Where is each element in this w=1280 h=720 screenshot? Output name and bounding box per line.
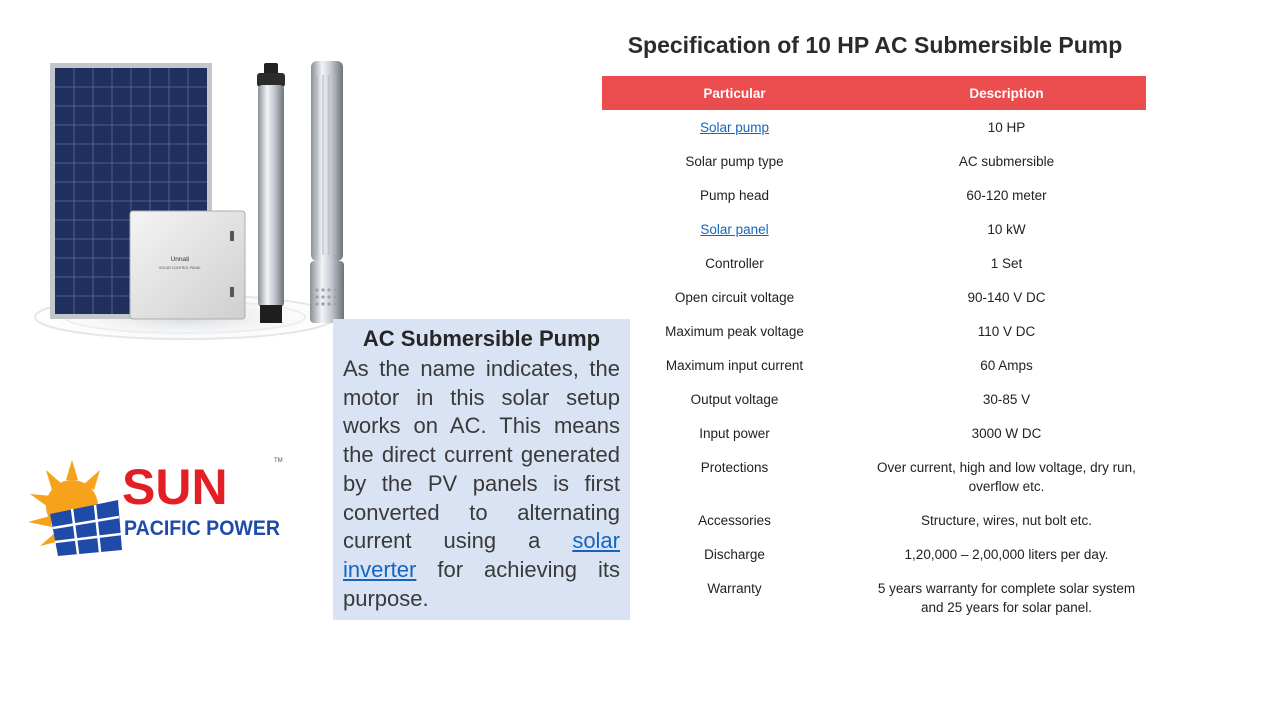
controller-brand-text: Unnati: [170, 256, 190, 263]
particular-cell: Controller: [705, 256, 764, 271]
logo-sun-text: SUN: [122, 459, 228, 515]
table-row: [602, 416, 1146, 450]
description-cell: AC submersible: [958, 154, 1055, 169]
table-row: [602, 280, 1146, 314]
particular-cell: Input power: [699, 426, 770, 441]
particular-cell: Pump head: [699, 188, 770, 203]
sun-pacific-power-logo: [22, 452, 292, 557]
table-row: [602, 503, 1146, 537]
particular-cell: Solar pump type: [685, 154, 784, 169]
table-row: [602, 450, 1146, 503]
particular-cell: Discharge: [704, 547, 765, 562]
info-box-title: AC Submersible Pump: [362, 326, 601, 351]
description-cell: 1 Set: [990, 256, 1023, 271]
controller-box-graphic: [130, 211, 245, 319]
description-cell: 1,20,000 – 2,00,000 liters per day.: [904, 547, 1109, 562]
particular-cell: Maximum input current: [665, 358, 804, 373]
description-cell: 30-85 V: [982, 392, 1031, 407]
solar-inverter-link[interactable]: solar inverter: [343, 528, 620, 582]
particular-cell: Maximum peak voltage: [665, 324, 804, 339]
description-cell: 5 years warranty for complete solar system and 25 years for solar panel.: [877, 581, 1136, 615]
table-row: [602, 571, 1146, 624]
particular-cell: Warranty: [707, 581, 762, 596]
particular-cell: Protections: [700, 460, 769, 475]
spec-table-header: [602, 76, 1146, 110]
description-cell: 60 Amps: [980, 358, 1033, 373]
table-row: [602, 537, 1146, 571]
particular-cell: Open circuit voltage: [674, 290, 795, 305]
particular-cell: [602, 110, 867, 144]
submersible-motor-graphic: [257, 63, 285, 323]
info-text-part2: for achieving its purpose.: [343, 556, 620, 611]
solar-panel-link[interactable]: Solar panel: [700, 222, 769, 237]
spec-title: Specification of 10 HP AC Submersible Pump: [627, 32, 1123, 58]
table-row: [602, 144, 1146, 178]
table-row: [602, 314, 1146, 348]
info-text-part1: As the name indicates, the motor in this solar setup works on AC. This means the direct current generated by the PV panels is first converted to alternating current using a: [343, 356, 620, 554]
spec-table: [602, 76, 1146, 624]
description-cell: Structure, wires, nut bolt etc.: [920, 513, 1093, 528]
description-cell: 3000 W DC: [971, 426, 1042, 441]
solar-pump-product-image: [20, 55, 370, 360]
table-row: [602, 212, 1146, 246]
particular-cell: Accessories: [698, 513, 771, 528]
description-cell: 110 V DC: [977, 324, 1036, 339]
table-row: [602, 382, 1146, 416]
submersible-pump-graphic: [310, 61, 344, 323]
particular-cell: Output voltage: [690, 392, 779, 407]
logo-tm-text: TM: [274, 458, 283, 464]
controller-label-text: SOLAR CONTROL PANEL: [158, 266, 202, 270]
description-cell: 10 kW: [987, 222, 1026, 237]
logo-pacific-power-text: PACIFIC POWER: [124, 517, 280, 540]
info-box-text: [343, 355, 620, 613]
description-cell: 10 HP: [987, 120, 1026, 135]
description-cell: Over current, high and low voltage, dry run, overflow etc.: [877, 460, 1136, 494]
table-row: [602, 348, 1146, 382]
particular-cell: [602, 212, 867, 246]
ac-submersible-pump-info-box: [333, 319, 630, 620]
description-cell: 90-140 V DC: [967, 290, 1046, 305]
table-row: [602, 110, 1146, 144]
description-cell: 60-120 meter: [966, 188, 1047, 203]
table-row: [602, 178, 1146, 212]
header-particular: Particular: [602, 76, 867, 110]
solar-pump-link[interactable]: Solar pump: [699, 120, 770, 135]
header-description: Description: [867, 76, 1146, 110]
table-row: [602, 246, 1146, 280]
